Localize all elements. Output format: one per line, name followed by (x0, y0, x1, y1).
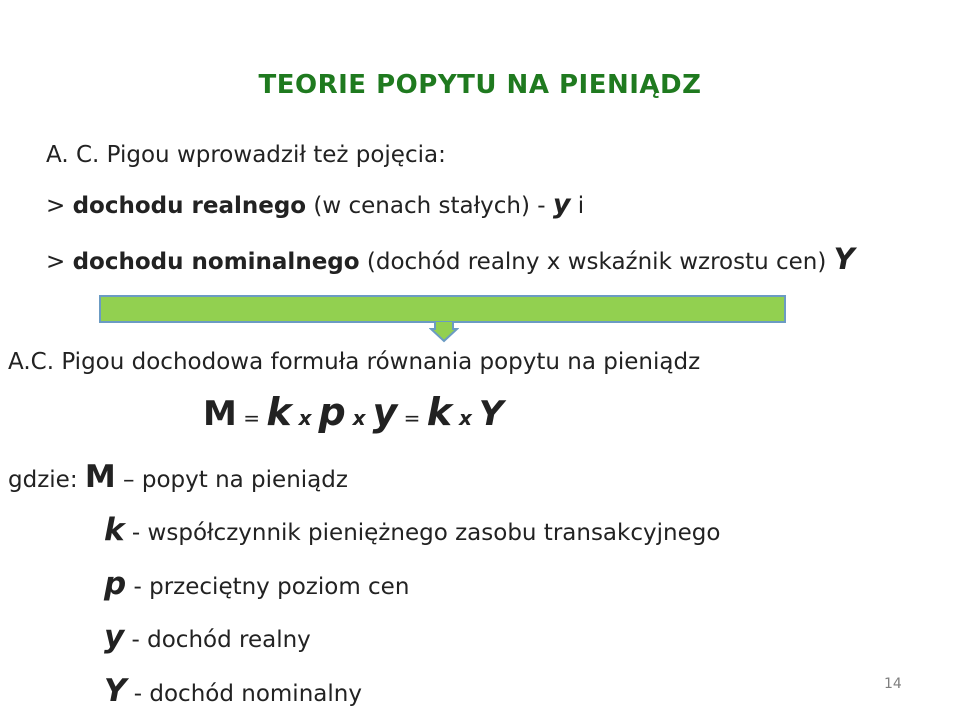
item1-rest: (w cenach stałych) - (306, 193, 553, 219)
definition-k (104, 512, 720, 548)
definition-M (8, 459, 348, 495)
formula-y: y (372, 390, 398, 434)
item1-suffix: i (570, 193, 585, 219)
definition-Y (104, 673, 362, 709)
definitions-label: gdzie: (8, 467, 85, 493)
formula-eq1: = (236, 406, 267, 430)
definition-k-desc: - współczynnik pieniężnego zasobu transakcyjnego (124, 520, 721, 546)
formula-intro: A.C. Pigou dochodowa formuła równania popytu na pieniądz (8, 349, 701, 375)
formula-k2: k (426, 390, 453, 434)
item1-prefix: > (46, 193, 73, 219)
formula-Y: Y (478, 394, 504, 434)
definition-M-symbol: M (84, 459, 116, 495)
highlight-bar (99, 295, 786, 323)
definition-Y-symbol: Y (104, 673, 127, 709)
page-number: 14 (884, 676, 902, 692)
definition-y-desc: - dochód realny (124, 627, 311, 653)
definition-Y-desc: - dochód nominalny (126, 681, 362, 707)
formula-x3: x (452, 406, 479, 430)
formula (203, 390, 503, 434)
item2-rest: (dochód realny x wskaźnik wzrostu cen) (359, 249, 834, 275)
definition-y-symbol: y (104, 619, 125, 655)
item2-prefix: > (46, 249, 73, 275)
intro-line: A. C. Pigou wprowadził też pojęcia: (46, 142, 446, 168)
down-arrow-icon (429, 321, 459, 343)
item1-symbol: y (552, 189, 571, 220)
slide-title: TEORIE POPYTU NA PIENIĄDZ (258, 70, 702, 100)
definition-k-symbol: k (104, 512, 125, 548)
item-real-income (46, 189, 584, 220)
formula-p: p (318, 390, 346, 434)
formula-eq2: = (397, 406, 427, 430)
definition-p-symbol: p (104, 566, 127, 602)
item2-symbol: Y (833, 242, 855, 276)
definition-y (104, 619, 311, 655)
formula-M: M (203, 394, 237, 434)
formula-x1: x (291, 406, 319, 430)
formula-x2: x (345, 406, 373, 430)
definition-M-desc: – popyt na pieniądz (115, 467, 348, 493)
formula-k1: k (266, 390, 292, 434)
item1-bold: dochodu realnego (72, 193, 307, 219)
item-nominal-income (46, 242, 855, 276)
definition-p (104, 566, 409, 602)
definition-p-desc: - przeciętny poziom cen (126, 574, 410, 600)
item2-bold: dochodu nominalnego (72, 249, 360, 275)
